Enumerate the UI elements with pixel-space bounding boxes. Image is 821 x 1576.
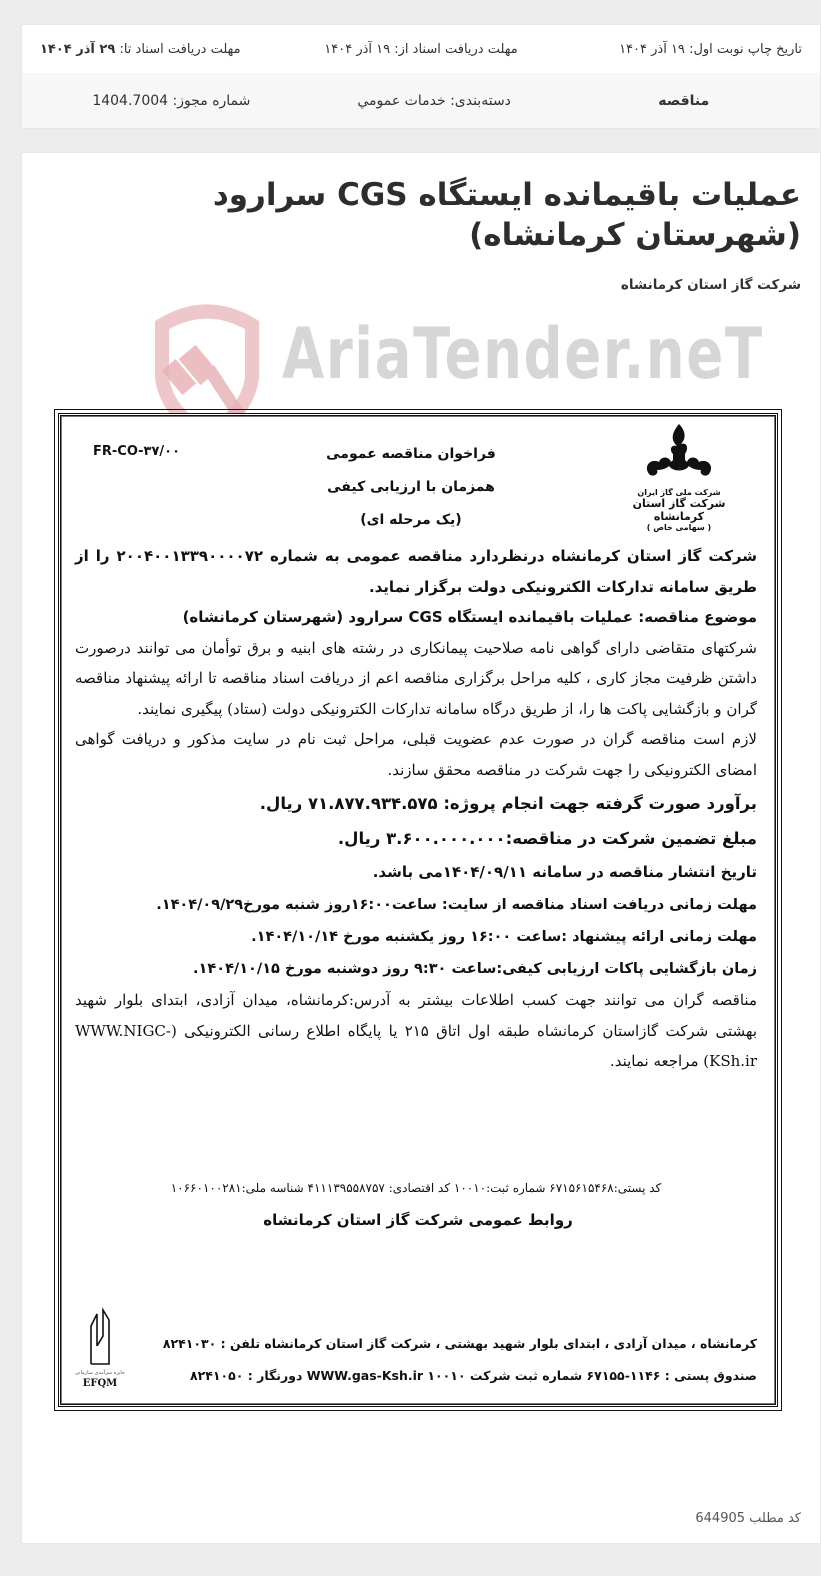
tender-type	[566, 93, 802, 109]
license-label: شماره مجوز:	[172, 92, 251, 109]
logo-line-2: شرکت گاز استان کرمانشاه	[632, 497, 726, 523]
efqm-caption: جایزه سرآمدی سازمانی	[74, 1370, 125, 1376]
company-codes: کد پستی:۶۷۱۵۶۱۵۴۶۸ شماره ثبت:۱۰۰۱۰ کد اقتصادی: ۴۱۱۱۳۹۵۵۸۷۵۷ شناسه ملی:۱۰۶۶۰۱۰۰۲۸۱	[170, 1181, 662, 1195]
heading-line-1: فراخوان مناقصه عمومی	[326, 446, 496, 462]
doc-to-value: ۲۹ آذر ۱۴۰۴	[40, 41, 116, 57]
logo-line-1: شرکت ملی گاز ایران	[637, 488, 721, 497]
paragraph-subject: موضوع مناقصه: عملیات باقیمانده ایستگاه CGS سرارود (شهرستان کرمانشاه)	[182, 608, 757, 626]
first-print-label: تاریخ چاپ نوبت اول:	[689, 41, 802, 57]
company-contact	[145, 1328, 757, 1392]
info-row-dates	[22, 25, 820, 73]
paragraph-contact: مناقصه گران می توانند جهت کسب اطلاعات بیشتر به آدرس:کرمانشاه، میدان آزادی، ابتدای بلوار شهید بهشتی شرکت گازاستان کرمانشاه طبقه اول اتاق ۲۱۵ یا پایگاه اطلاع رسانی الکترونیکی (WWW.NIGC-KSh.ir) مراجعه نمایند.	[75, 991, 757, 1070]
page-title: عملیات باقیمانده ایستگاه CGS سرارود (شهرستان کرمانشاه)	[212, 177, 801, 253]
paragraph-doc-deadline: مهلت زمانی دریافت اسناد مناقصه از سایت: ساعت۱۶:۰۰روز شنبه مورخ۱۴۰۴/۰۹/۲۹.	[156, 897, 757, 913]
first-print-date	[548, 42, 802, 57]
doc-from-date	[294, 42, 548, 57]
public-relations-signature: روابط عمومی شرکت گاز استان کرمانشاه	[263, 1211, 573, 1229]
efqm-award-icon	[83, 1306, 117, 1366]
license-value: 1404.7004	[92, 92, 169, 109]
tender-info-card	[22, 25, 820, 128]
doc-footer	[75, 1306, 757, 1396]
tender-notice-image	[58, 413, 778, 1407]
category-value[interactable]: خدمات عمومي	[357, 92, 446, 109]
heading-line-3: (یک مرحله ای)	[360, 512, 462, 528]
notice-heading	[311, 438, 511, 537]
gas-flame-logo-icon	[639, 422, 719, 482]
tender-type-label: مناقصه	[658, 92, 710, 109]
heading-line-2: همزمان با ارزیابی کیفی	[327, 479, 495, 495]
paragraph-opening-time: زمان بازگشایی پاکات ارزیابی کیفی:ساعت ۹:۳۰ روز دوشنبه مورخ ۱۴۰۴/۱۰/۱۵.	[193, 961, 757, 977]
license-number	[40, 93, 303, 109]
doc-to-date	[40, 42, 294, 57]
company-name[interactable]: شرکت گاز استان کرمانشاه	[620, 277, 801, 293]
tender-detail-card	[22, 153, 820, 1543]
first-print-value: ۱۹ آذر ۱۴۰۴	[619, 41, 685, 57]
company-postal-info: صندوق پستی : ۱۱۴۶-۶۷۱۵۵ شماره ثبت شرکت ۱۰۰۱۰ WWW.gas-Ksh.ir دورنگار : ۸۲۴۱۰۵۰	[190, 1368, 757, 1383]
article-code: کد مطلب 644905	[695, 1511, 801, 1526]
efqm-label: EFQM	[82, 1378, 118, 1389]
paragraph-registration: لازم است مناقصه گران در صورت عدم عضویت قبلی، مراحل ثبت نام در سایت مذکور و دریافت گواهی امضای الکترونیکی را جهت شرکت در مناقصه محقق سازند.	[75, 730, 757, 779]
paragraph-intro: شرکت گاز استان کرمانشاه درنظردارد مناقصه عمومی به شماره ۲۰۰۴۰۰۱۳۳۹۰۰۰۰۷۲ را از طریق سامانه تدارکات الکترونیکی دولت برگزار نماید.	[75, 547, 758, 596]
form-code: FR-CO-۳۷/۰۰	[93, 444, 181, 459]
nigc-logo	[619, 422, 739, 532]
doc-from-label: مهلت دریافت اسناد از:	[394, 41, 518, 57]
paragraph-publish-date: تاریخ انتشار مناقصه در سامانه ۱۴۰۴/۰۹/۱۱می باشد.	[372, 863, 757, 881]
doc-to-label: مهلت دریافت اسناد تا:	[119, 41, 241, 57]
category-label: دسته‌بندی:	[450, 92, 511, 109]
info-row-meta	[22, 73, 820, 128]
paragraph-bid-deadline: مهلت زمانی ارائه پیشنهاد :ساعت ۱۶:۰۰ روز یکشنبه مورخ ۱۴۰۴/۱۰/۱۴.	[251, 929, 757, 945]
doc-from-value: ۱۹ آذر ۱۴۰۴	[324, 41, 391, 57]
logo-line-3: ( سهامی خاص )	[646, 523, 712, 532]
paragraph-estimate: برآورد صورت گرفته جهت انجام پروژه: ۷۱.۸۷۷.۹۳۴.۵۷۵ ریال.	[259, 794, 757, 813]
efqm-badge	[75, 1306, 125, 1389]
paragraph-guarantee: مبلغ تضمین شرکت در مناقصه:۳.۶۰۰.۰۰۰.۰۰۰ ریال.	[337, 829, 757, 848]
company-address: کرمانشاه ، میدان آزادی ، ابتدای بلوار شهید بهشتی ، شرکت گاز استان کرمانشاه تلفن : ۸۲۴۱۰۳۰	[162, 1336, 757, 1351]
notice-body	[75, 541, 757, 1077]
watermark-text: AriaTender.neT	[282, 313, 764, 395]
category	[303, 93, 566, 109]
paragraph-eligibility: شرکتهای متقاضی دارای گواهی نامه صلاحیت پیمانکاری در رشته های ابنیه و برق توأمان می توانند درصورت داشتن ظرفیت مجاز کاری ، کلیه مراحل برگزاری مناقصه اعم از دریافت اسناد مناقصه تا ارائه پیشنهاد مناقصه گران و بازگشایی پاکت ها را، از طریق درگاه سامانه تدارکات الکترونیکی دولت (ستاد) پیگیری نمایند.	[75, 638, 757, 718]
doc-header	[61, 416, 775, 546]
